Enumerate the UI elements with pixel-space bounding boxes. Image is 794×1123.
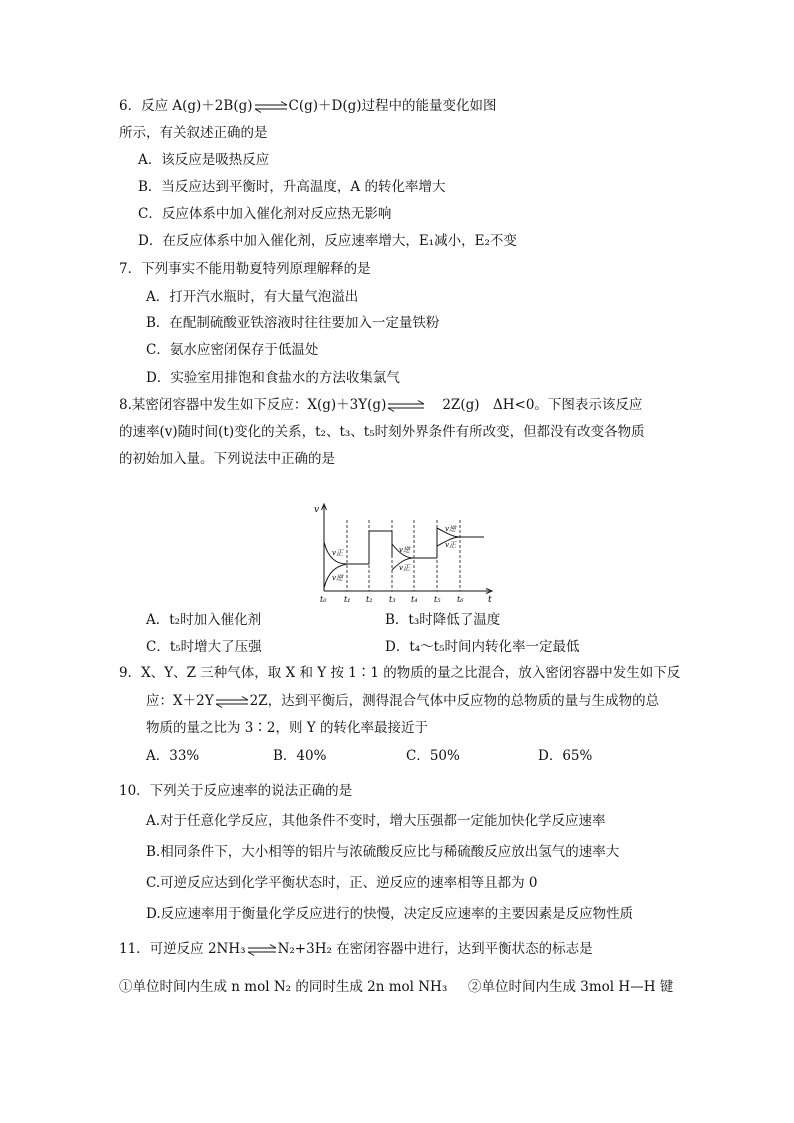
tick-t3: t₃	[389, 595, 396, 604]
q8-option-c: C．t₅时增大了压强	[146, 639, 262, 655]
tick-t6: t₆	[457, 595, 464, 604]
q8-option-b: B．t₃时降低了温度	[385, 612, 501, 628]
equilibrium-arrow-icon	[247, 944, 277, 956]
q11-item-2: ②单位时间内生成 3mol H—H 键	[468, 979, 674, 995]
q6-stem-line1	[119, 97, 497, 115]
q9-option-a: A．33%	[146, 748, 200, 764]
y-axis-label: v	[314, 505, 320, 515]
q9-stem-line2	[146, 692, 659, 710]
q6-option-a: A．该反应是吸热反应	[138, 152, 270, 168]
q6-option-d: D．在反应体系中加入催化剂，反应速率增大，E₁减小，E₂不变	[138, 233, 517, 249]
q8-stem-line1	[119, 396, 642, 414]
q9-option-c: C．50%	[406, 748, 460, 764]
q6-stem-line2: 所示，有关叙述正确的是	[119, 125, 268, 141]
rate-time-chart	[312, 500, 497, 604]
q7-option-d: D．实验室用排饱和食盐水的方法收集氯气	[146, 370, 400, 386]
q11-item-1: ①单位时间内生成 n mol N₂ 的同时生成 2n mol NH₃	[119, 979, 448, 995]
q8-option-d: D．t₄～t₅时间内转化率一定最低	[385, 639, 580, 655]
q7-option-c: C．氨水应密闭保存于低温处	[146, 342, 319, 358]
label-v-forward-1: v正	[332, 549, 343, 557]
q10-option-a: A.对于任意化学反应，其他条件不变时，增大压强都一定能加快化学反应速率	[146, 813, 606, 829]
q11-stem-part-a: 11．可逆反应 2NH₃	[119, 941, 246, 957]
q11-stem	[119, 940, 593, 958]
label-v-reverse-3: v逆	[445, 525, 456, 533]
q7-option-b: B．在配制硫酸亚铁溶液时往往要加入一定量铁粉	[146, 315, 440, 331]
q9-stem-part-a: 应：X＋2Y	[146, 693, 214, 709]
equilibrium-arrow-icon	[215, 696, 249, 708]
q6-stem-part-b: C(g)＋D(g)过程中的能量变化如图	[288, 98, 497, 114]
q10-option-b: B.相同条件下，大小相等的铝片与浓硫酸反应比与稀硫酸反应放出氢气的速率大	[146, 844, 620, 860]
tick-t5: t₅	[434, 595, 441, 604]
q10-option-d: D.反应速率用于衡量化学反应进行的快慢，决定反应速率的主要因素是反应物性质	[146, 906, 634, 922]
q9-option-b: B．40%	[273, 748, 327, 764]
q9-stem-line3: 物质的量之比为 3∶2，则 Y 的转化率最接近于	[146, 720, 428, 736]
q8-stem-part-a: 8.某密闭容器中发生如下反应：X(g)＋3Y(g)	[119, 397, 387, 413]
q7-stem: 7．下列事实不能用勒夏特列原理解释的是	[119, 261, 371, 277]
q8-option-a: A．t₂时加入催化剂	[146, 612, 262, 628]
label-v-reverse-1: v逆	[332, 574, 343, 582]
label-v-forward-2: v正	[399, 564, 410, 572]
q8-stem-line3: 的初始加入量。下列说法中正确的是	[119, 451, 335, 467]
q8-stem-part-b: 2Z(g) ΔH<0。下图表示该反应	[442, 397, 643, 413]
q6-option-c: C．反应体系中加入催化剂对反应热无影响	[138, 206, 392, 222]
tick-t1: t₁	[344, 595, 351, 604]
tick-t2: t₂	[366, 595, 373, 604]
equilibrium-arrow-icon	[387, 400, 425, 412]
q9-stem-part-b: 2Z，达到平衡后，测得混合气体中反应物的总物质的量与生成物的总	[249, 693, 660, 709]
label-v-forward-3: v正	[445, 541, 456, 549]
q9-option-d: D．65%	[538, 748, 593, 764]
q10-stem: 10．下列关于反应速率的说法正确的是	[119, 783, 353, 799]
q10-option-c: C.可逆反应达到化学平衡状态时，正、逆反应的速率相等且都为 0	[146, 875, 538, 891]
q6-option-b: B．当反应达到平衡时，升高温度，A 的转化率增大	[138, 179, 446, 195]
x-axis-label: t	[488, 595, 492, 604]
tick-t0: t₀	[320, 595, 327, 604]
q11-stem-part-b: N₂+3H₂ 在密闭容器中进行，达到平衡状态的标志是	[277, 941, 593, 957]
q6-stem-part-a: 6．反应 A(g)＋2B(g)	[119, 98, 253, 114]
tick-t4: t₄	[411, 595, 418, 604]
q7-option-a: A．打开汽水瓶时，有大量气泡溢出	[146, 289, 359, 305]
q8-stem-line2: 的速率(v)随时间(t)变化的关系，t₂、t₃、t₅时刻外界条件有所改变，但都没有改变各物质	[119, 424, 645, 440]
equilibrium-arrow-icon	[254, 101, 288, 113]
q9-stem-line1: 9．X、Y、Z 三种气体，取 X 和 Y 按 1∶1 的物质的量之比混合，放入密闭容器中发生如下反	[119, 665, 681, 681]
label-v-reverse-2: v逆	[399, 546, 410, 554]
